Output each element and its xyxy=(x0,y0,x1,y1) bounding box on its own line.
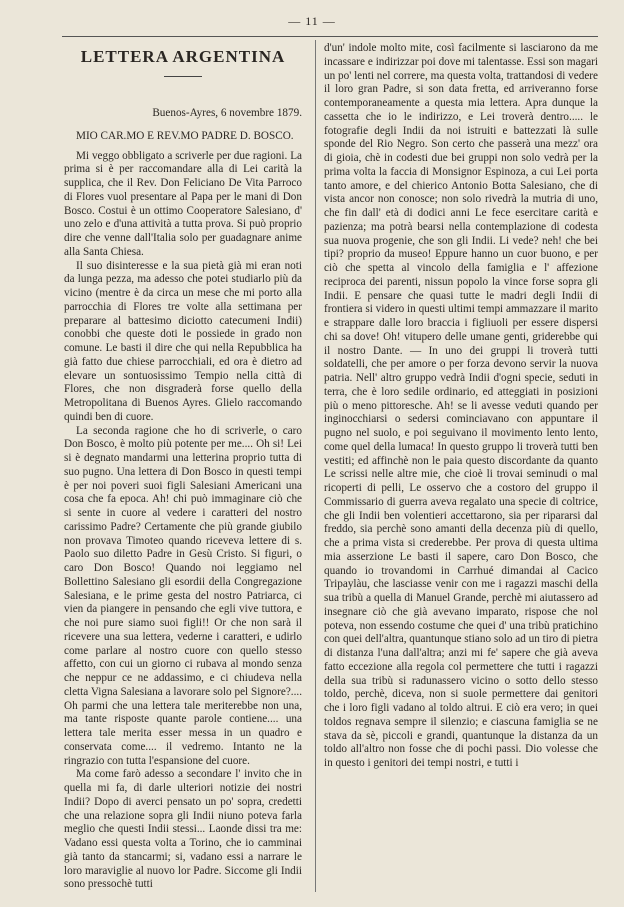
paragraph: Ma come farò adesso a secondare l' invito che in quella mi fa, di darle ulteriori notizie dei nostri Indii? Dopo di averci pensato un po' sopra, credetti che una relazione sopra gli Indii niuno poteva farla meglio che questi Indii stessi... Laonde dissi tra me: Vadano essi questa volta a Torino, che io camminai già tanto da stancarmi; si, vadano essi a narrare le loro maraviglie al nuovo lor Padre. Siccome gli Indii sono pressochè tutti xyxy=(64,768,302,891)
header-rule xyxy=(62,36,598,37)
dateline: Buenos-Ayres, 6 novembre 1879. xyxy=(152,107,302,119)
paragraph: Mi veggo obbligato a scriverle per due ragioni. La prima si è per raccomandare alla di Lei carità la supplica, che il Rev. Don Feliciano De Vita Parroco di Flores vuol presentare al Papa per le mani di Don Bosco. Costui è un ottimo Cooperatore Salesiano, d' uno zelo e d'una attività a tutta prova. Si può proprio dire che venne dall'Italia solo per guadagnare anime alla Santa Chiesa. xyxy=(64,149,302,258)
right-column xyxy=(324,42,598,771)
paragraph: La seconda ragione che ho di scriverle, o caro Don Bosco, è molto più potente per me.... Oh si! Lei si è degnato mandarmi una letterina proprio tutta di suo pugno. Una lettera di Don Bosco in questi tempi è per noi poveri suoi figli Salesiani Americani una cosa che fa epoca. Ah! chi può immaginare ciò che si sente in cuore al vedere i caratteri del nostro carissimo Padre? Certamente che più grande giubilo non provava Timoteo quando riceveva lettere di s. Paolo suo diletto Padre in Gesù Cristo. Si figuri, o caro Don Bosco! Quando noi leggiamo nel Bollettino Salesiano gli esordii della Congregazione Salesiana, e le prime gesta del nostro Patriarca, ci vien da piangere in pensando che egli vive tuttora, e che noi pure siamo suoi figli!! Or che non sarà il ricevere una sua lettera, vederne i caratteri, e udirlo come parlare al nostro cuore con quello stesso affetto, con cui un giorno ci rubava al mondo senza che neppur ce ne addassimo, e ci chiudeva nella cletta Vigna Salesiana a lavorare solo pel Signore?.... Oh parmi che una lettera tale meriterebbe non una, ma tante risposte quante parole contiene.... una lettera tale merita esser messa in un quadro e conservata come.... il vedremo. Intanto ne la ringrazio con tutta l'espansione del cuore. xyxy=(64,424,302,767)
title-divider xyxy=(164,76,202,77)
page-number: — 11 — xyxy=(288,14,336,28)
article-title: LETTERA ARGENTINA xyxy=(80,47,286,66)
paragraph: d'un' indole molto mite, così facilmente si lasciarono da me incassare e indirizzar poi dove mi talentasse. Essi son magari un po' lenti nel correre, ma questa volta, trattandosi di vedere il loro gran Padre, si son data fretta, ed arriveranno forse contemporaneamente a questa mia lettera. Apra dunque la cassetta che io le indirizzo, e Lei troverà dentro..... le fotografie degli Indii da noi istruiti e battezzati là sulle sponde del Rio Negro. Son certo che passerà una mezz' ora di gioia, chè in codesti due bei gruppi non solo vedrà per la prima volta la faccia di Monsignor Espinoza, a cui Lei porta tanto amore, e del chierico Antonio Botta Salesiano, che di vista ancor non conosce; non solo rivedrà la mutria di uno, che fin dall' età di dodici anni Le fece esercitare carità e pazienza; ma potrà bearsi nella contemplazione di codesta sua nuova progenie, che son gli Indii. Li vede? neh! che bei tipi? proprio da museo! Eppure hanno un cuor buono, e per ciò che spetta al vincolo della famiglia e l' affezione reciproca dei parenti, nissun popolo la vince forse sopra gli Indii. E pensare che quasi tutte le madri degli Indii di frontiera si videro in questi ultimi tempi ammazzare il marito e strappare dalle loro braccia i figliuoli per essere dispersi chi sa dove! Oh! vitupero delle umane genti, griderebbe qui il nostro Dante. — In uno dei gruppi li troverà tutti soldatelli, che per amore o per forza devono servir la nuova patria. Nell' altro gruppo vedrà Indii d'ogni specie, seduti in terra, che è loro sedile ordinario, ed atteggiati in posizioni più o meno pittoresche. Ah! se li avesse veduti quando per inginocchiarsi o sedersi cominciavano con appuntare il pugno nel suolo, e poi seguivano il movimento lento lento, come quel della lumaca! In questo gruppo li troverà tutti ben vestiti; ed affinchè non le paia questo discordante da quanto Le scrissi nelle altre mie, che cioè li trovai seminudi o mal ricoperti di pelli, Le osservo che a costoro del gruppo il Commissario di guerra aveva regalato una specie di coltrice, che gli Indii ben volentieri accettarono, sia per ripararsi dal freddo, sia perchè sono amanti della decenza più di quello, che a prima vista si crederebbe. Per prova di questa ultima mia asserzione Le basti il sapere, caro Don Bosco, che quando io trovandomi in Carrhué dimandai al Cacico Tripaylàu, che lasciasse venir con me i ragazzi maschi della sua tribù a quella di Manuel Grande, perchè mi aiutassero ad insegnare ciò che già avevano imparato, rispose che nol poteva, non essendo costume che quei d' una tribù pratichino con quei dell'altra, quantunque stiano solo ad un tiro di pietra di distanza l'una dall'altra; anzi mi fe' sapere che già aveva fatto eccezione alla regola col permettere che tutti i ragazzi della sua tribù si radunassero vicino o sotto dello stesso toldo, perchè, diceva, non si suole permettere dai genitori che i loro figli vadano al toldo altrui. E ciò era vero; in quei toldos regnava sempre il silenzio; e ciascuna famiglia se ne stava da sè, piccoli e grandi, quantunque la distanza da un toldo all'altro non fosse che di pochi passi. Dio volesse che in questo i genitori dei tempi nostri, e tutti i xyxy=(324,42,598,769)
column-divider xyxy=(315,40,316,892)
salutation: MIO CAR.MO E REV.MO PADRE D. BOSCO. xyxy=(76,129,294,142)
paragraph: Il suo disinteresse e la sua pietà già mi eran noti da lunga pezza, ma adesso che potei studiarlo più da vicino (mentre è da circa un mese che mi porto alla parrocchia di Flores tre volte alla settimana per preparare al battesimo diciotto catecumeni Indii) conobbi che queste doti le possiede in grado non comune. Le basti il dire che qui nella Repubblica ha già fatto due chiese parrocchiali, ed ora è dietro ad elevare un sontuosissimo Tempio nella città di Flores, che non disgraderà forse quello della Metropolitana di Buenos Ayres. Glielo raccomando quindi ben di cuore. xyxy=(64,259,302,423)
left-column xyxy=(64,42,302,892)
